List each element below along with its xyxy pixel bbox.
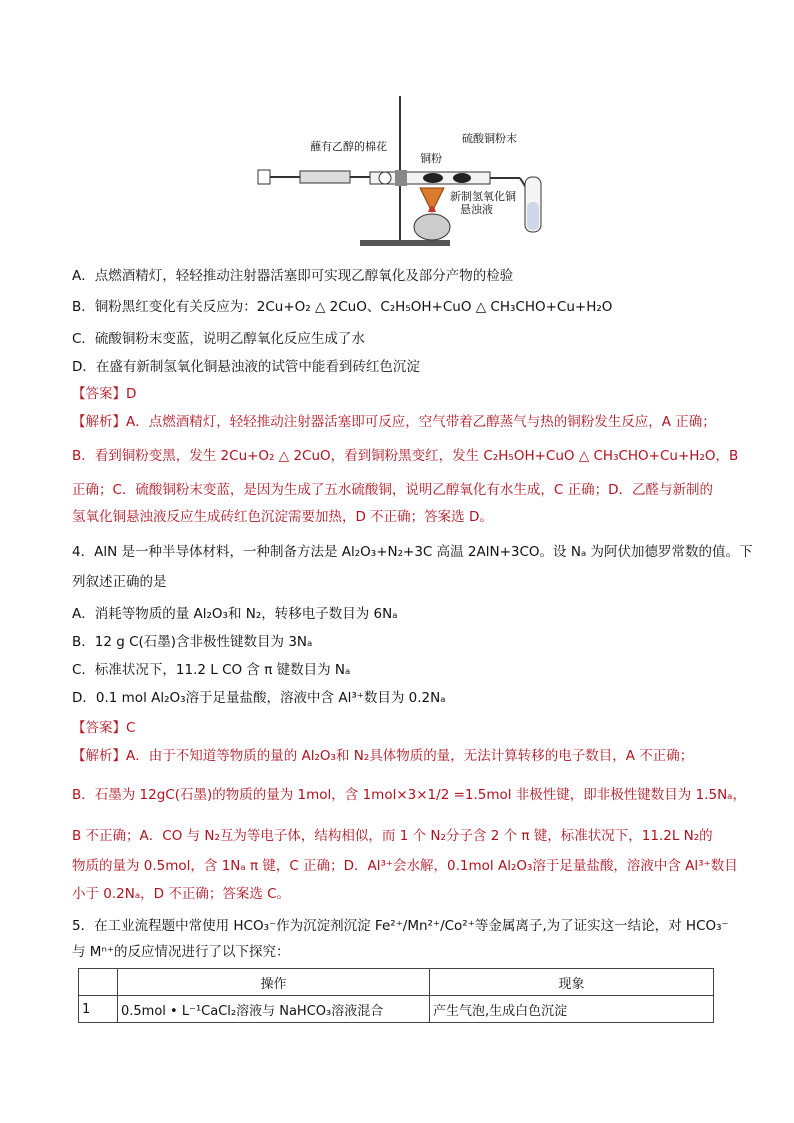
q4-explanation-5: 小于 0.2Nₐ，D 不正确；答案选 C。 — [72, 886, 291, 902]
q4-explanation-4: 物质的量为 0.5mol，含 1Nₐ π 键，C 正确；D．Al³⁺会水解，0.1mol Al₂O₃溶于足量盐酸，溶液中含 Al³⁺数目 — [72, 858, 738, 874]
label-suspension: 悬浊液 — [460, 203, 493, 216]
label-cuso4: 硫酸铜粉末 — [462, 132, 517, 145]
label-cotton: 蘸有乙醇的棉花 — [310, 140, 387, 153]
table-row — [79, 996, 714, 1023]
q3-option-b: B．铜粉黑红变化有关反应为：2Cu+O₂ △ 2CuO、C₂H₅OH+CuO △ CH₃CHO+Cu+H₂O — [72, 299, 613, 315]
q4-stem-2: 列叙述正确的是 — [72, 574, 167, 590]
q4-explanation-1: 【解析】A．由于不知道等物质的量的 Al₂O₃和 N₂具体物质的量，无法计算转移的电子数目，A 不正确； — [72, 748, 694, 764]
q4-option-a: A．消耗等物质的量 Al₂O₃和 N₂，转移电子数目为 6Nₐ — [72, 606, 398, 622]
q4-explanation-3: B 不正确；A．CO 与 N₂互为等电子体，结构相似，而 1 个 N₂分子含 2 个 π 键，标准状况下，11.2L N₂的 — [72, 828, 713, 844]
q3-explanation-1: 【解析】A．点燃酒精灯，轻轻推动注射器活塞即可反应，空气带着乙醇蒸气与热的铜粉发生反应，A 正确； — [72, 414, 716, 430]
q4-option-d: D．0.1 mol Al₂O₃溶于足量盐酸，溶液中含 Al³⁺数目为 0.2Nₐ — [72, 690, 446, 706]
q5-table — [78, 968, 714, 1023]
q5-stem-2: 与 Mⁿ⁺的反应情况进行了以下探究： — [72, 944, 290, 960]
table-cell: 产生气泡,生成白色沉淀 — [430, 996, 714, 1023]
apparatus-drawing — [250, 92, 550, 252]
label-cuoh2: 新制氢氧化铜 — [450, 190, 516, 203]
apparatus-figure — [250, 92, 550, 252]
q4-answer: 【答案】C — [72, 720, 136, 736]
table-cell: 1 — [79, 996, 118, 1023]
q5-stem-1: 5．在工业流程题中常使用 HCO₃⁻作为沉淀剂沉淀 Fe²⁺/Mn²⁺/Co²⁺等金属离子,为了证实这一结论，对 HCO₃⁻ — [72, 918, 729, 934]
label-cu: 铜粉 — [420, 152, 442, 165]
table-header-row — [79, 969, 714, 996]
q3-explanation-2: B．看到铜粉变黑，发生 2Cu+O₂ △ 2CuO，看到铜粉黑变红，发生 C₂H₅OH+CuO △ CH₃CHO+Cu+H₂O，B — [72, 448, 739, 464]
q4-stem-1: 4．AlN 是一种半导体材料，一种制备方法是 Al₂O₃+N₂+3C 高温 2AlN+3CO。设 Nₐ 为阿伏加德罗常数的值。下 — [72, 544, 753, 560]
q3-option-a: A．点燃酒精灯，轻轻推动注射器活塞即可实现乙醇氧化及部分产物的检验 — [72, 268, 514, 284]
table-cell: 0.5mol • L⁻¹CaCl₂溶液与 NaHCO₃溶液混合 — [118, 996, 430, 1023]
table-header: 操作 — [118, 969, 430, 996]
table-header: 现象 — [430, 969, 714, 996]
q4-option-b: B．12 g C(石墨)含非极性键数目为 3Nₐ — [72, 634, 313, 650]
q4-option-c: C．标准状况下，11.2 L CO 含 π 键数目为 Nₐ — [72, 662, 351, 678]
q3-explanation-4: 氢氧化铜悬浊液反应生成砖红色沉淀需要加热，D 不正确；答案选 D。 — [72, 509, 493, 525]
table-header — [79, 969, 118, 996]
q4-explanation-2: B．石墨为 12gC(石墨)的物质的量为 1mol，含 1mol×3×1/2 =1.5mol 非极性键，即非极性键数目为 1.5Nₐ， — [72, 787, 746, 803]
q3-option-d: D．在盛有新制氢氧化铜悬浊液的试管中能看到砖红色沉淀 — [72, 359, 420, 375]
q3-answer: 【答案】D — [72, 386, 137, 402]
q3-option-c: C．硫酸铜粉末变蓝，说明乙醇氧化反应生成了水 — [72, 331, 365, 347]
q3-explanation-3: 正确；C．硫酸铜粉末变蓝，是因为生成了五水硫酸铜，说明乙醇氧化有水生成，C 正确；D．乙醛与新制的 — [72, 482, 714, 498]
